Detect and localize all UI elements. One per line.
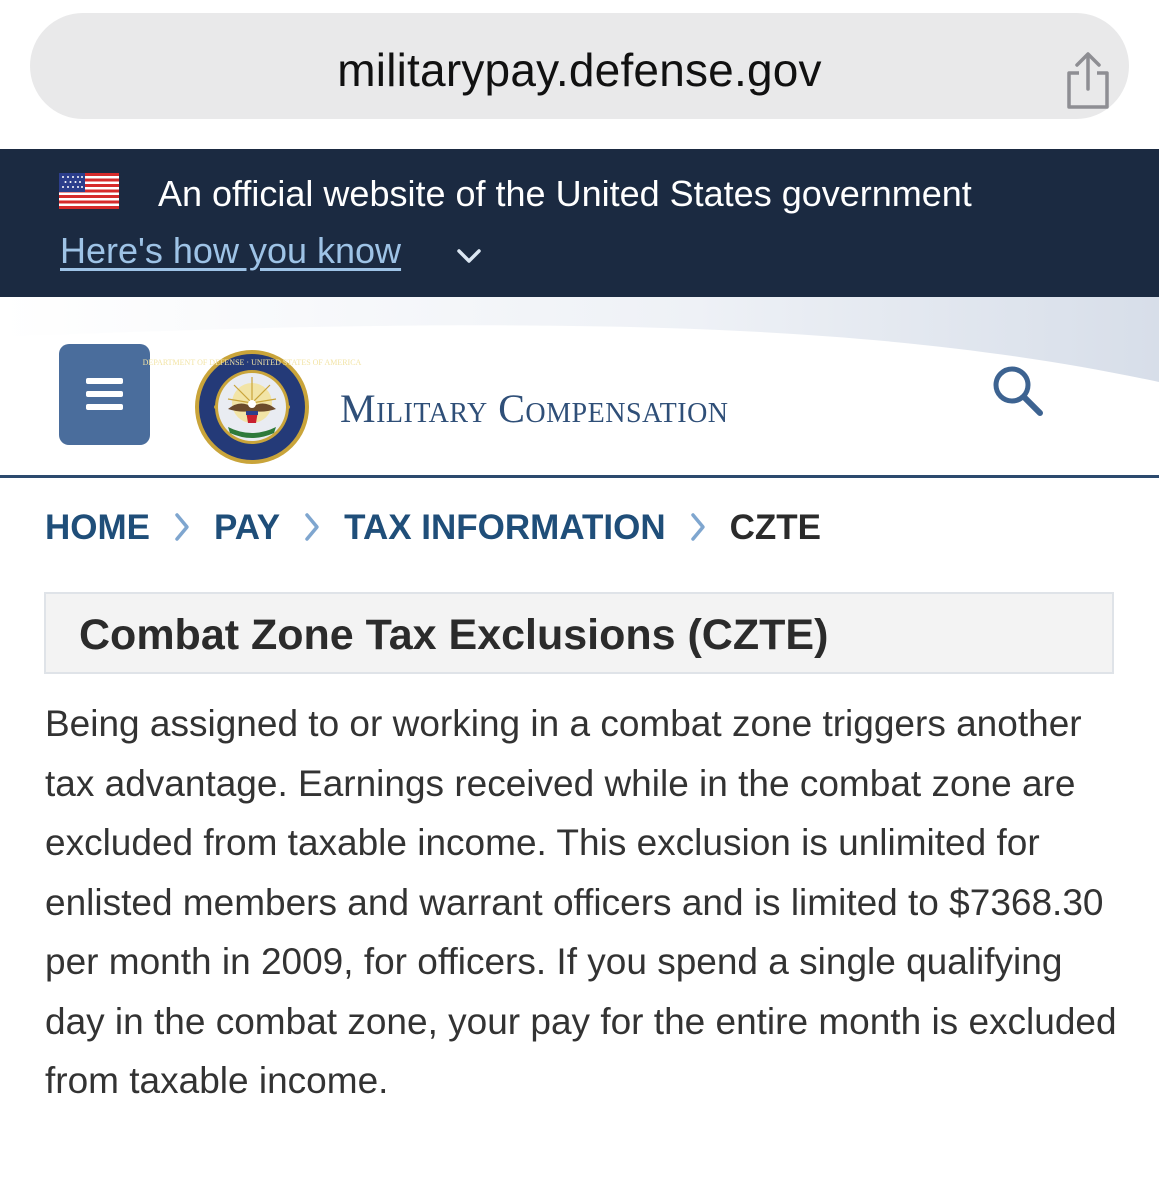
chevron-right-icon: [302, 511, 322, 543]
share-icon[interactable]: [1062, 51, 1114, 111]
us-flag-icon: [59, 173, 119, 209]
breadcrumb-tax-information[interactable]: TAX INFORMATION: [344, 507, 666, 547]
site-name[interactable]: Military Compensation: [340, 386, 729, 431]
article-body: Being assigned to or working in a combat zone triggers another tax advantage. Earnings received while in the combat zone are excluded from taxable income. This exclusion is unlimited for enlisted members and warrant officers and is limited to $7368.30 per month in 2009, for officers. If you spend a single qualifying day in the combat zone, your pay for the entire month is excluded from taxable income.: [45, 703, 1117, 1101]
header-divider: [0, 475, 1159, 478]
chevron-right-icon: [688, 511, 708, 543]
how-you-know-link[interactable]: Here's how you know: [60, 230, 402, 271]
hamburger-menu-icon: [86, 378, 123, 384]
chevron-right-icon: [172, 511, 192, 543]
seal-text: DEPARTMENT OF DEFENSE · UNITED STATES OF AMERICA: [142, 358, 362, 367]
page-title-box: [44, 592, 1114, 674]
breadcrumb-current-czte: CZTE: [729, 507, 821, 547]
chevron-down-icon[interactable]: [455, 246, 483, 266]
breadcrumb-pay[interactable]: PAY: [214, 507, 281, 547]
official-gov-banner: [0, 149, 1159, 297]
department-of-defense-seal[interactable]: [142, 349, 362, 465]
breadcrumb-home[interactable]: HOME: [45, 507, 150, 547]
hamburger-menu-button[interactable]: [59, 344, 150, 445]
official-website-text: An official website of the United States government: [158, 173, 972, 214]
address-bar[interactable]: [30, 13, 1129, 119]
url-text[interactable]: militarypay.defense.gov: [337, 44, 822, 96]
breadcrumb: [45, 507, 821, 547]
search-icon[interactable]: [988, 362, 1046, 420]
page-title: Combat Zone Tax Exclusions (CZTE): [79, 611, 829, 659]
